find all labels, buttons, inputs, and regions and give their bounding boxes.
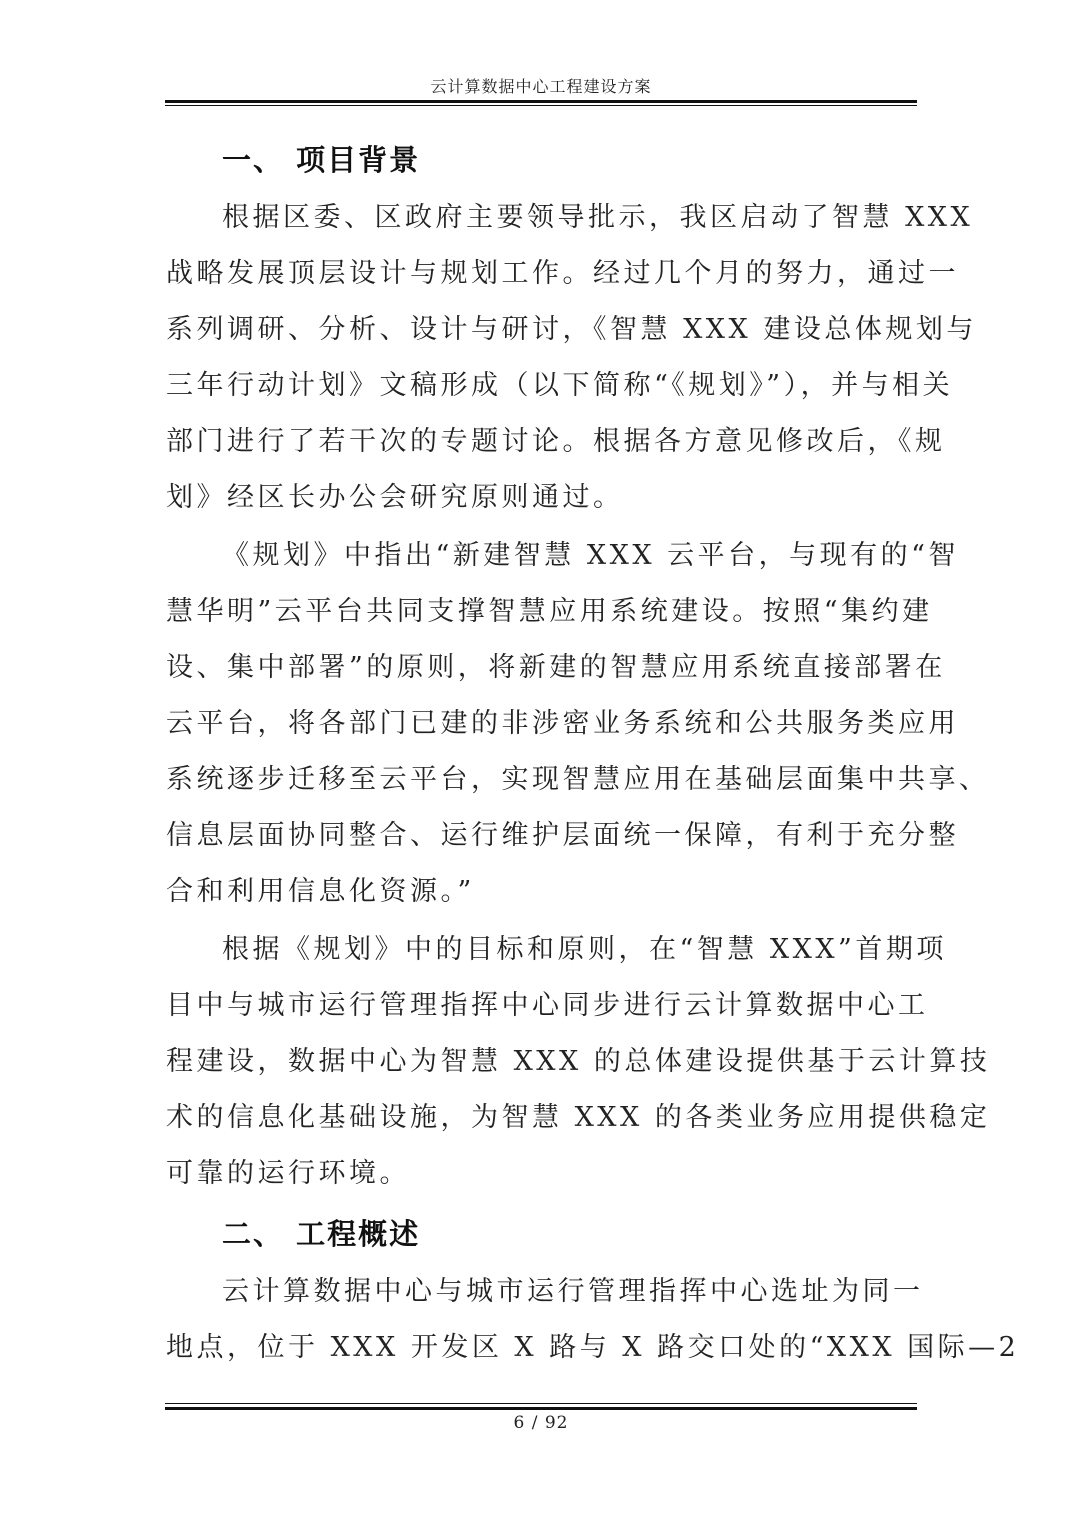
paragraph-line: 合和利用信息化资源。”	[166, 876, 475, 907]
header-rule-thin	[165, 105, 917, 106]
footer-rule-thick	[165, 1407, 917, 1410]
section-heading-background: 一、 项目背景	[222, 143, 421, 177]
paragraph-line: 系统逐步迁移至云平台，实现智慧应用在基础层面集中共享、	[166, 764, 990, 795]
paragraph-line: 云计算数据中心与城市运行管理指挥中心选址为同一	[222, 1276, 924, 1307]
footer-rule-thin	[165, 1403, 917, 1404]
paragraph-line: 地点，位于 XXX 开发区 X 路与 X 路交口处的“XXX 国际—2	[166, 1332, 1020, 1363]
paragraph-line: 设、集中部署”的原则，将新建的智慧应用系统直接部署在	[166, 652, 946, 683]
document-title: 云计算数据中心工程建设方案	[430, 77, 652, 96]
paragraph-line: 信息层面协同整合、运行维护层面统一保障，有利于充分整	[166, 820, 959, 851]
paragraph-line: 《规划》中指出“新建智慧 XXX 云平台，与现有的“智	[222, 540, 959, 571]
paragraph-line: 程建设，数据中心为智慧 XXX 的总体建设提供基于云计算技	[166, 1046, 991, 1077]
header-rule-thick	[165, 100, 917, 103]
paragraph-line: 划》经区长办公会研究原则通过。	[166, 482, 624, 513]
paragraph-line: 根据《规划》中的目标和原则，在“智慧 XXX”首期项	[222, 934, 947, 965]
section-heading-overview: 二、 工程概述	[222, 1217, 421, 1251]
paragraph-line: 系列调研、分析、设计与研讨，《智慧 XXX 建设总体规划与	[166, 314, 977, 345]
paragraph-line: 根据区委、区政府主要领导批示，我区启动了智慧 XXX	[222, 202, 974, 233]
paragraph-line: 术的信息化基础设施，为智慧 XXX 的各类业务应用提供稳定	[166, 1102, 991, 1133]
paragraph-line: 可靠的运行环境。	[166, 1158, 410, 1189]
paragraph-line: 目中与城市运行管理指挥中心同步进行云计算数据中心工	[166, 990, 929, 1021]
paragraph-line: 三年行动计划》文稿形成（以下简称“《规划》”），并与相关	[166, 370, 954, 401]
page-number: 6 / 92	[513, 1413, 569, 1433]
paragraph-line: 战略发展顶层设计与规划工作。经过几个月的努力，通过一	[166, 258, 959, 289]
paragraph-line: 部门进行了若干次的专题讨论。根据各方意见修改后，《规	[166, 426, 946, 457]
paragraph-line: 慧华明”云平台共同支撑智慧应用系统建设。按照“集约建	[166, 596, 933, 627]
paragraph-line: 云平台，将各部门已建的非涉密业务系统和公共服务类应用	[166, 708, 959, 739]
